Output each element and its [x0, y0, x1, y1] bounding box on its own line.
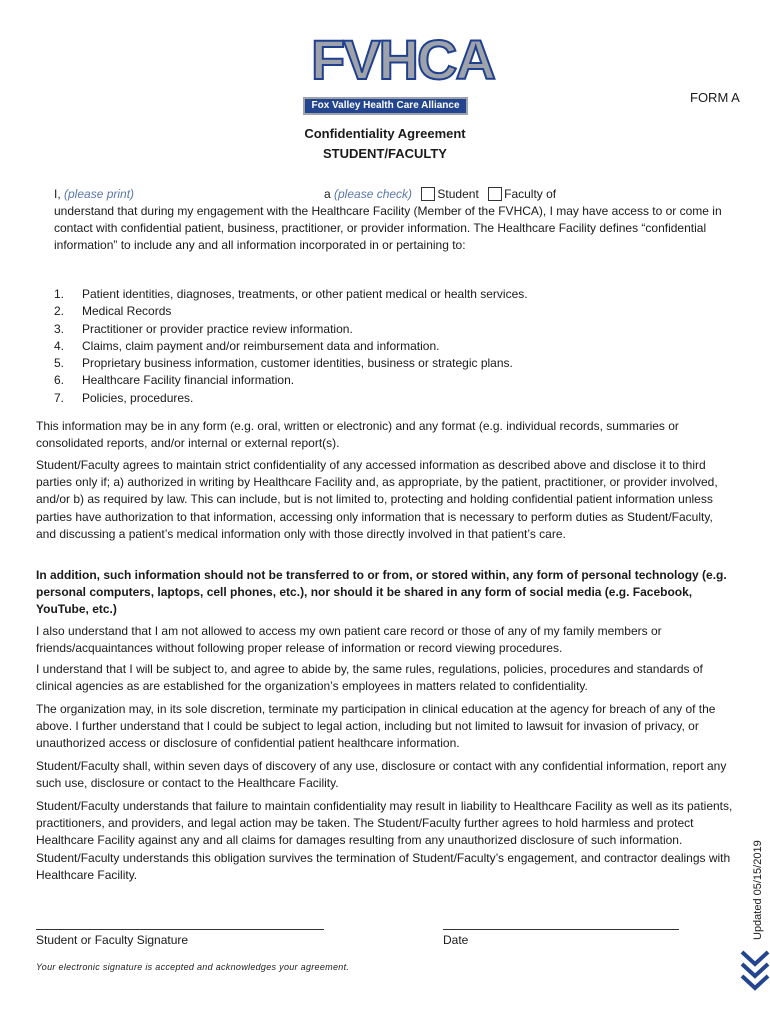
intro-paragraph: understand that during my engagement with the Healthcare Facility (Member of the FVHCA), I may have access to or come in contact with confidential patient, business, practitioner, or provider information. The Healthcare Facility defines “confidential information” to include any and all information incorporated in or pertaining to:	[54, 204, 722, 253]
student-checkbox[interactable]	[421, 187, 435, 201]
faculty-option-label: Faculty of	[504, 187, 557, 201]
list-item: 5. Proprietary business information, customer identities, business or strategic plans.	[54, 356, 513, 371]
date-label: Date	[443, 933, 469, 947]
paragraph-liability: Student/Faculty understands that failure to maintain confidentiality may result in liability to Healthcare Facility as well as its patients, practitioners, and providers, and legal action may be taken. The Student/Faculty further agrees to hold harmless and protect Healthcare Facility against any and all claims for damages resulting from any unauthorized disclosure of such information. Student/Faculty understands this obligation survives the termination of Student/Faculty’s engagement, and contractor dealings with Healthcare Facility.	[36, 799, 733, 882]
document-subtitle: STUDENT/FACULTY	[323, 146, 447, 161]
paragraph-confidentiality: Student/Faculty agrees to maintain strict confidentiality of any accessed information as described above and disclose it to third parties only if; a) authorized in writing by Healthcare Facility and, as appropriate, by the patient, practitioner, or provider involved, and/or b) as required by law. This can include, but is not limited to, protecting and holding confidential patient information unless parties have authorization to that information, accessing only information that is necessary to perform duties as Student/Faculty, and discussing a patient’s medical information only with those directly involved in that patient’s care.	[36, 458, 718, 541]
confidential-info-list	[54, 286, 528, 407]
list-item: 7. Policies, procedures.	[54, 390, 194, 405]
document-title: Confidentiality Agreement	[304, 126, 466, 141]
faculty-checkbox[interactable]	[488, 187, 502, 201]
paragraph-reporting: Student/Faculty shall, within seven days of discovery of any use, disclosure or contact with any confidential information, report any such use, disclosure or contact to the Healthcare Facility.	[36, 759, 727, 791]
name-row	[54, 186, 134, 203]
paragraph-rules: I understand that I will be subject to, and agree to abide by, the same rules, regulations, policies, procedures and standards of clinical agencies as are established for the organization’s employees in matters related to confidentiality.	[36, 662, 703, 694]
list-item: 3. Practitioner or provider practice review information.	[54, 321, 353, 336]
fvhca-logo	[303, 22, 494, 118]
check-hint: (please check)	[334, 187, 413, 201]
name-prefix: I,	[54, 187, 65, 201]
list-item: 6. Healthcare Facility financial information.	[54, 373, 295, 388]
print-hint: (please print)	[64, 187, 135, 201]
updated-date: Updated 05/15/2019	[752, 840, 764, 940]
paragraph-technology: In addition, such information should not be transferred to or from, or stored within, any form of personal technology (e.g. personal computers, laptops, cell phones, etc.), nor should it be shared in any form of social media (e.g. Facebook, YouTube, etc.)	[36, 568, 727, 617]
paragraph-termination: The organization may, in its sole discretion, terminate my participation in clinical education at the agency for breach of any of the above. I further understand that I could be subject to legal action, including but not limited to lawsuit for invasion of privacy, or unauthorized access or disclosure of confidential patient healthcare information.	[36, 702, 716, 751]
signature-line[interactable]	[36, 929, 324, 930]
list-item: 2. Medical Records	[54, 304, 172, 319]
chevron-down-icon	[740, 948, 770, 992]
list-item: 4. Claims, claim payment and/or reimbursement data and information.	[54, 338, 440, 353]
signature-label: Student or Faculty Signature	[36, 933, 189, 947]
logo-band: Fox Valley Health Care Alliance	[303, 97, 468, 115]
paragraph-own-records: I also understand that I am not allowed to access my own patient care record or those of any of my family members or friends/acquaintances without following proper release of information or record viewing procedures.	[36, 624, 662, 656]
list-item: 1. Patient identities, diagnoses, treatments, or other patient medical or health services.	[54, 287, 528, 301]
paragraph-format: This information may be in any form (e.g. oral, written or electronic) and any format (e.g. individual records, summaries or consolidated reports, and/or internal or external report(s).	[36, 419, 679, 451]
role-row	[324, 186, 556, 203]
form-label: FORM A	[690, 90, 740, 105]
electronic-signature-note: Your electronic signature is accepted and acknowledges your agreement.	[36, 962, 350, 972]
student-option-label: Student	[437, 187, 479, 201]
role-prefix: a	[324, 187, 335, 201]
date-line[interactable]	[443, 929, 679, 930]
logo-letters: FVHCA	[311, 28, 494, 91]
